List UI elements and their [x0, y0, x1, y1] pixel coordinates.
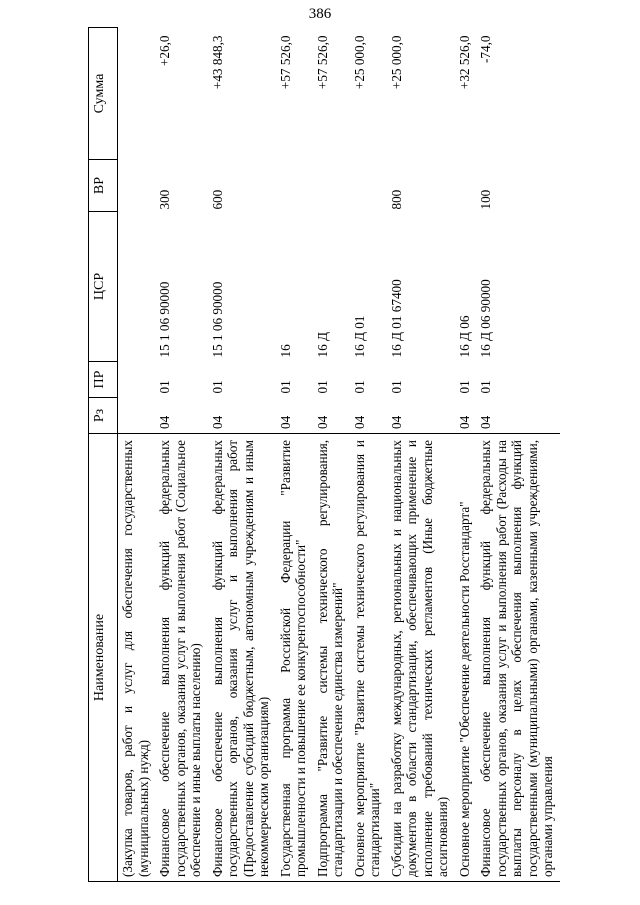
header-rz: Рз — [89, 398, 118, 434]
table-row — [208, 28, 276, 882]
row-csr: 16 Д 06 90000 — [478, 279, 493, 358]
row-sum: +32 526,0 — [456, 35, 472, 90]
row-sum: -74,0 — [478, 35, 493, 63]
row-pr: 01 — [456, 380, 472, 394]
row-sum — [118, 28, 156, 160]
row-name: Финансовое обеспечение выполнения функций федеральных государственных органов, оказания услуг и выполнения работ (Расходы на выплаты персоналу в целях обеспечения выполнения функций государственными (муниципальными) органами, казенными учреждениями, органами управления — [476, 434, 560, 882]
budget-table — [88, 27, 560, 882]
table-header-row — [89, 28, 118, 882]
table-row — [350, 28, 387, 882]
table-row — [276, 28, 313, 882]
row-pr: 01 — [277, 380, 293, 394]
row-pr: 01 — [157, 380, 172, 394]
row-csr: 16 — [277, 344, 293, 358]
row-pr: 01 — [314, 380, 330, 394]
row-pr: 01 — [351, 380, 367, 394]
row-rz: 04 — [351, 415, 367, 429]
row-rz: 04 — [277, 415, 293, 429]
row-csr: 15 1 06 90000 — [157, 281, 172, 358]
row-rz: 04 — [314, 415, 330, 429]
row-pr: 01 — [388, 380, 404, 394]
page-number: 386 — [308, 6, 332, 22]
table-row — [313, 28, 350, 882]
budget-table-rotated — [88, 28, 596, 882]
row-sum: +57 526,0 — [314, 35, 330, 90]
row-sum: +57 526,0 — [277, 35, 293, 90]
header-vr: ВР — [89, 160, 118, 212]
row-rz — [118, 398, 156, 434]
row-name: (Закупка товаров, работ и услуг для обеспечения государственных (муниципальных) нужд) — [118, 434, 156, 882]
header-csr: ЦСР — [89, 212, 118, 362]
row-name: Финансовое обеспечение выполнения функций федеральных государственных органов, оказания услуг и выполнения работ (Предоставление субсидий бюджетным, автономным учреждениям и иным некоммерческим организациям) — [208, 434, 276, 882]
row-sum: +25 000,0 — [351, 35, 367, 90]
row-csr: 16 Д — [314, 332, 330, 358]
row-rz: 04 — [388, 415, 404, 429]
row-rz: 04 — [478, 415, 493, 429]
table-row — [455, 28, 477, 882]
row-name: Финансовое обеспечение выполнения функций федеральных государственных органов, оказания услуг и выполнения работ (Социальное обеспечение и иные выплаты населению) — [155, 434, 208, 882]
row-name: Государственная программа Российской Федерации "Развитие промышленности и повышение ее конкурентоспособности" — [276, 434, 313, 882]
row-sum: +26,0 — [157, 35, 172, 67]
row-rz: 04 — [209, 415, 225, 429]
table-row — [476, 28, 560, 882]
row-vr — [350, 160, 387, 212]
table-row — [155, 28, 208, 882]
row-csr: 16 Д 01 67400 — [388, 279, 404, 358]
row-sum: +43 848,3 — [209, 35, 225, 90]
row-vr — [313, 160, 350, 212]
row-csr: 15 1 06 90000 — [209, 281, 225, 358]
row-vr: 300 — [157, 189, 172, 210]
header-sum: Сумма — [89, 28, 118, 160]
row-vr — [455, 160, 477, 212]
row-vr: 100 — [478, 189, 493, 210]
row-sum: +25 000,0 — [388, 35, 404, 90]
row-name: Субсидии на разработку международных, региональных и национальных документов в области стандартизации, обеспечивающих применение и исполнение требований технических регламентов (Иные бюджетные ассигнования) — [387, 434, 455, 882]
table-row — [387, 28, 455, 882]
row-vr: 800 — [388, 189, 404, 210]
row-name: Основное мероприятие "Развитие системы технического регулирования и стандартизации" — [350, 434, 387, 882]
row-csr: 16 Д 06 — [456, 315, 472, 358]
row-pr: 01 — [209, 380, 225, 394]
row-rz: 04 — [157, 415, 172, 429]
row-csr: 16 Д 01 — [351, 315, 367, 358]
row-vr — [118, 160, 156, 212]
header-pr: ПР — [89, 362, 118, 398]
row-pr — [118, 362, 156, 398]
row-vr — [276, 160, 313, 212]
header-name: Наименование — [89, 434, 118, 882]
row-csr — [118, 212, 156, 362]
row-name: Основное мероприятие "Обеспечение деятельности Росстандарта" — [455, 434, 477, 882]
row-rz: 04 — [456, 415, 472, 429]
row-vr: 600 — [209, 189, 225, 210]
row-name: Подпрограмма "Развитие системы технического регулирования, стандартизации и обеспечение единства измерений" — [313, 434, 350, 882]
row-pr: 01 — [478, 380, 493, 394]
table-row — [118, 28, 156, 882]
